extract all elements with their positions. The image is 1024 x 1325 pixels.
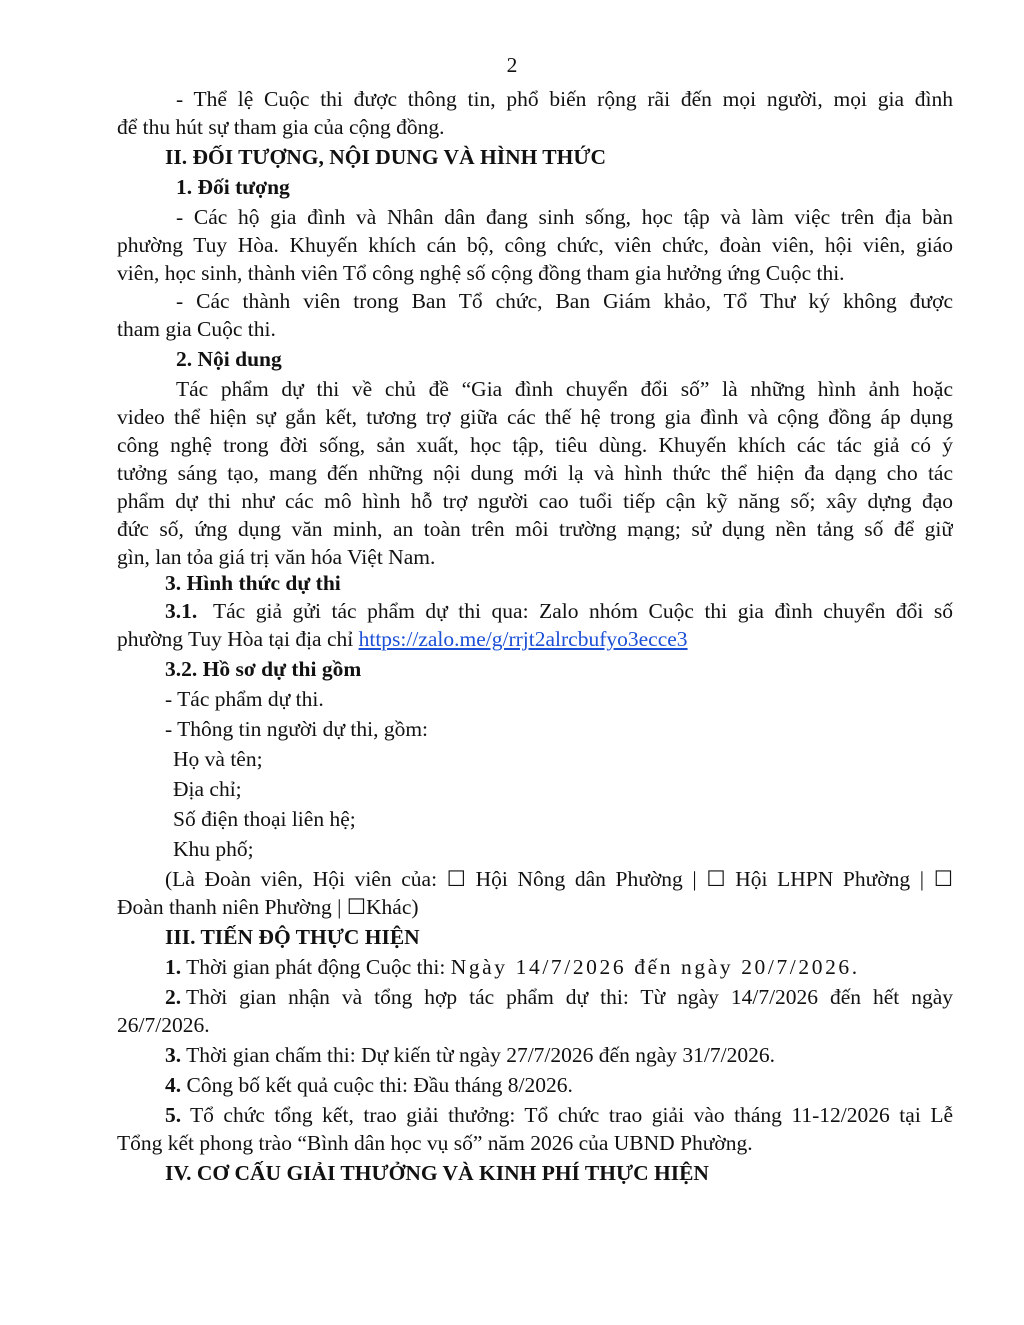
noi-dung-line-5: phẩm dự thi như các mô hình hỗ trợ người cao tuổi tiếp cận kỹ năng số; xây dựng đạo xyxy=(117,489,953,513)
ho-so-item-2: - Thông tin người dự thi, gồm: xyxy=(165,717,429,741)
schedule-item-4-number: 4. xyxy=(165,1073,182,1097)
schedule-item-4 xyxy=(165,1072,1024,1099)
schedule-item-5-line-1: Tổ chức tổng kết, trao giải thưởng: Tổ chức trao giải vào tháng 11-12/2026 tại Lễ xyxy=(190,1103,953,1127)
doi-tuong-p1-line-2: phường Tuy Hòa. Khuyến khích cán bộ, công chức, viên chức, đoàn viên, hội viên, giáo xyxy=(117,233,953,257)
intro-line-2: để thu hút sự tham gia của cộng đồng. xyxy=(117,115,445,139)
membership-line-2: Đoàn thanh niên Phường | ☐Khác) xyxy=(117,895,419,919)
schedule-item-3-text: Thời gian chấm thi: Dự kiến từ ngày 27/7/2026 đến ngày 31/7/2026. xyxy=(186,1043,775,1067)
noi-dung-line-1: Tác phẩm dự thi về chủ đề “Gia đình chuyển đổi số” là những hình ảnh hoặc xyxy=(176,377,953,401)
schedule-item-4-text: Công bố kết quả cuộc thi: Đầu tháng 8/2026. xyxy=(186,1073,573,1097)
doi-tuong-p2-line-1: - Các thành viên trong Ban Tổ chức, Ban Giám khảo, Tổ Thư ký không được xyxy=(176,289,953,313)
schedule-item-1-date: Ngày 14/7/2026 đến ngày 20/7/2026. xyxy=(450,955,860,979)
schedule-item-5-line-2: Tổng kết phong trào “Bình dân học vụ số” năm 2026 của UBND Phường. xyxy=(117,1131,753,1155)
section-4-heading: IV. CƠ CẤU GIẢI THƯỞNG VÀ KINH PHÍ THỰC HIỆN xyxy=(165,1161,709,1185)
field-ho-ten: Họ và tên; xyxy=(173,747,263,771)
schedule-item-2-line-2: 26/7/2026. xyxy=(117,1013,210,1037)
noi-dung-line-4: tưởng sáng tạo, mang đến những nội dung mới lạ và hình thức thể hiện đa dạng cho tác xyxy=(117,461,953,485)
field-dia-chi: Địa chỉ; xyxy=(173,777,242,801)
s32-heading: 3.2. Hồ sơ dự thi gồm xyxy=(165,657,362,681)
doi-tuong-p1-line-1: - Các hộ gia đình và Nhân dân đang sinh sống, học tập và làm việc trên địa bàn xyxy=(176,205,953,229)
schedule-item-2-number: 2. xyxy=(165,985,182,1009)
doi-tuong-heading: 1. Đối tượng xyxy=(176,175,290,199)
schedule-item-3-number: 3. xyxy=(165,1043,182,1067)
noi-dung-heading: 2. Nội dung xyxy=(176,347,282,371)
noi-dung-line-7: gìn, lan tỏa giá trị văn hóa Việt Nam. xyxy=(117,545,436,569)
s31-label: 3.1. xyxy=(165,599,198,623)
doi-tuong-p2-line-2: tham gia Cuộc thi. xyxy=(117,317,276,341)
schedule-item-1-number: 1. xyxy=(165,955,182,979)
doi-tuong-p1-line-3: viên, học sinh, thành viên Tổ công nghệ số cộng đồng tham gia hưởng ứng Cuộc thi. xyxy=(117,261,845,285)
ho-so-item-1: - Tác phẩm dự thi. xyxy=(165,687,324,711)
zalo-group-link[interactable]: https://zalo.me/g/rrjt2alrcbufyo3ecce3 xyxy=(358,627,688,651)
noi-dung-line-6: đức số, ứng dụng văn minh, an toàn trên môi trường mạng; sử dụng nền tảng số để giữ xyxy=(117,517,953,541)
field-so-dien-thoai: Số điện thoại liên hệ; xyxy=(173,807,356,831)
s31-line-1: Tác giả gửi tác phẩm dự thi qua: Zalo nhóm Cuộc thi gia đình chuyển đổi số xyxy=(213,599,953,623)
section-3-heading: III. TIẾN ĐỘ THỰC HIỆN xyxy=(165,925,420,949)
s31-line-2-text: phường Tuy Hòa tại địa chỉ xyxy=(117,627,354,651)
field-khu-pho: Khu phố; xyxy=(173,837,254,861)
noi-dung-line-3: công nghệ trong đời sống, sản xuất, học tập, tiêu dùng. Khuyến khích các tác giả có ý xyxy=(117,433,953,457)
membership-line-1: (Là Đoàn viên, Hội viên của: ☐ Hội Nông dân Phường | ☐ Hội LHPN Phường | ☐ xyxy=(165,867,953,891)
schedule-item-1 xyxy=(165,954,1024,981)
intro-line-1: - Thể lệ Cuộc thi được thông tin, phổ biến rộng rãi đến mọi người, mọi gia đình xyxy=(176,87,953,111)
noi-dung-line-2: video thể hiện sự gắn kết, tương trợ giữa các thế hệ trong gia đình và cộng đồng áp dụng xyxy=(117,405,953,429)
schedule-item-5-number: 5. xyxy=(165,1103,182,1127)
page-number: 2 xyxy=(506,53,518,77)
s31-line-2 xyxy=(117,626,1024,653)
hinh-thuc-heading: 3. Hình thức dự thi xyxy=(165,571,341,595)
section-2-heading: II. ĐỐI TƯỢNG, NỘI DUNG VÀ HÌNH THỨC xyxy=(165,145,607,169)
schedule-item-2-line-1: Thời gian nhận và tổng hợp tác phẩm dự thi: Từ ngày 14/7/2026 đến hết ngày xyxy=(186,985,953,1009)
schedule-item-3 xyxy=(165,1042,1024,1069)
schedule-item-1-text: Thời gian phát động Cuộc thi: xyxy=(186,955,446,979)
